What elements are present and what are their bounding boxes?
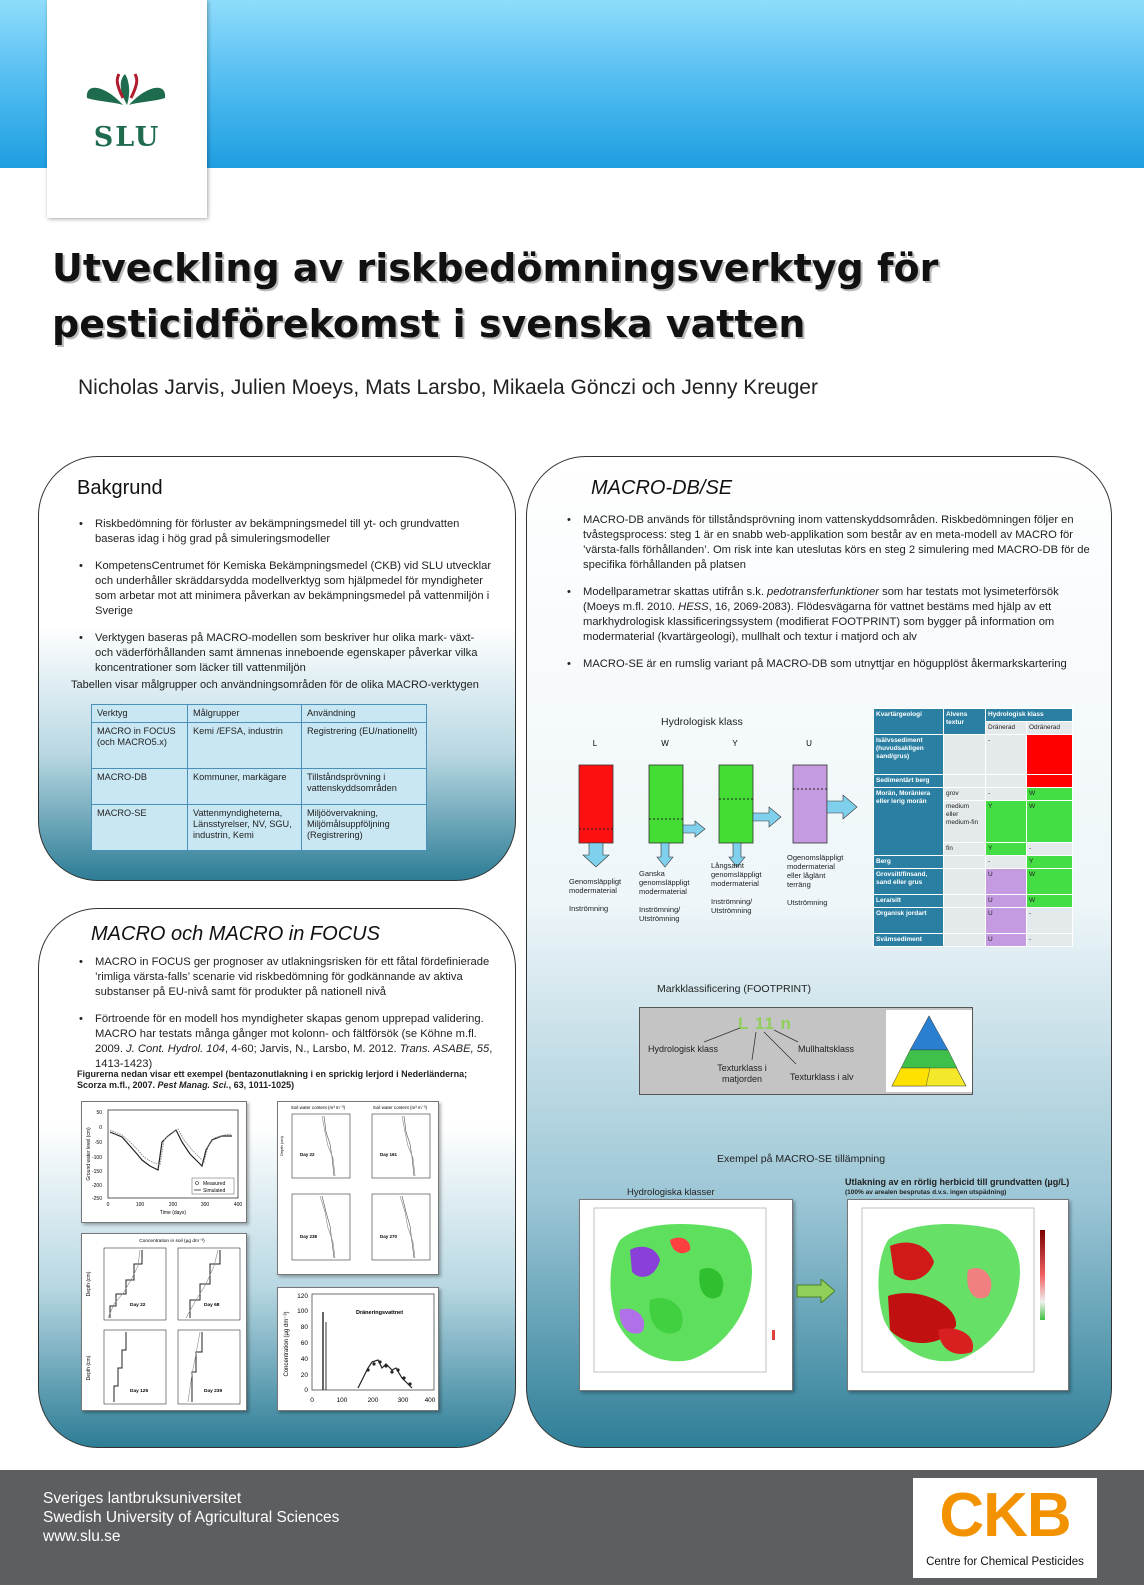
table-cell: Grovsilt/finsand, sand eller grus (874, 869, 944, 895)
table-cell: grov (944, 788, 986, 801)
y-tick-label: 0 (99, 1125, 102, 1131)
table-row (92, 723, 427, 769)
texture-triangle-icon (886, 1010, 972, 1092)
y-tick-label: 60 (300, 1340, 308, 1347)
table-cell: U (986, 934, 1027, 947)
table-cell (944, 856, 986, 869)
drainage-plot (278, 1288, 440, 1412)
x-tick-label: 400 (233, 1202, 243, 1208)
hydro-desc-y: Långsamt genomsläppligt modermaterial Inströmning/ Utströmning (711, 861, 762, 915)
tools-table (91, 704, 427, 851)
footprint-box (639, 1007, 973, 1095)
y-tick-label: 80 (300, 1324, 308, 1331)
x-tick-label: 0 (310, 1397, 314, 1404)
hydro-class-label: L (592, 739, 598, 748)
soil-concentration-figure (81, 1233, 247, 1411)
table-cell: W (1026, 788, 1072, 801)
y-axis-label: Depth (cm) (279, 1136, 284, 1156)
list-item (563, 585, 1093, 645)
table-cell: - (986, 856, 1027, 869)
table-cell: Lera/silt (874, 895, 944, 908)
macro-focus-heading: MACRO och MACRO in FOCUS (91, 923, 380, 945)
texture-triangle (886, 1010, 972, 1092)
plot-title: Concentration in soil (µg dm⁻³) (139, 1239, 205, 1244)
y-tick-label: -150 (91, 1169, 102, 1175)
y-tick-label: 50 (96, 1110, 102, 1116)
text: , 63, 1011-1025) (228, 1080, 295, 1090)
table-row (874, 895, 1073, 908)
slu-logo-text: SLU (93, 122, 161, 153)
y-axis-label: Depth (cm) (86, 1271, 92, 1297)
groundwater-plot (82, 1102, 248, 1224)
legend-simulated: Simulated (203, 1188, 226, 1194)
table-cell (944, 934, 986, 947)
table-cell: Miljöövervakning, Miljömålsuppföljning (Registrering) (302, 805, 427, 851)
hydro-class-label: Y (732, 739, 738, 748)
day-label: Day 22 (300, 1152, 315, 1157)
y-axis-label: Depth (cm) (86, 1355, 92, 1381)
map-arrow-icon (795, 1279, 835, 1303)
footer-line-1: Sveriges lantbruksuniversitet (43, 1490, 242, 1507)
table-header-cell: Odränerad (1026, 722, 1072, 735)
list-item: • MACRO in FOCUS ger prognoser av utlakningsrisken för ett fåtal fördefinierade ’rimliga värsta-falls’ scenarie vid riskbedömning för godkännande av aktiva substanser på EU-nivå samt för produkter på nationell nivå (75, 955, 499, 1000)
list-item: • MACRO-DB används för tillståndsprövning inom vattenskyddsområden. Riskbedömningen följer en tvåstegsprocess: steg 1 är en snabb web-applikation som består av en meta-modell av MACRO för ’värsta-falls förhållanden’. Om risk inte kan uteslutas körs en steg 2 simulering med MACRO-DB för de specifika förhållanden på platsen (563, 513, 1093, 573)
groundwater-figure (81, 1101, 247, 1223)
text: HESS (678, 601, 709, 613)
table-cell: Y (1026, 856, 1072, 869)
table-cell: U (986, 908, 1027, 934)
ckb-logo (913, 1478, 1097, 1578)
footprint-label-matjord: Texturklass i matjorden (717, 1063, 767, 1084)
y-axis-label: Concentration (µg dm⁻³) (284, 1311, 290, 1377)
macro-focus-bullets (75, 955, 499, 1084)
footer-link[interactable]: www.slu.se (43, 1528, 121, 1545)
list-item: • KompetensCentrumet för Kemiska Bekämpningsmedel (CKB) vid SLU utvecklar och underhåller skräddarsydda modellverktyg som hjälpmedel för myndigheter som arbetar mot att minimera påverkan av bekämpningsmedel på vattenmiljön i Sverige (75, 559, 495, 619)
text: Figurerna nedan visar ett exempel (bentazonutlakning i en sprickig lerjord i Nederländerna; Scorza m.fl., 2007. (77, 1069, 468, 1090)
list-item: • Riskbedömning för förluster av bekämpningsmedel till yt- och grundvatten baseras idag i hög grad på simuleringsmodeller (75, 517, 495, 547)
table-cell (944, 908, 986, 934)
table-header-cell: Målgrupper (188, 705, 302, 723)
hydro-desc-l: Genomsläppligt modermaterial Inströmning (569, 877, 622, 913)
y-tick-label: -250 (91, 1196, 102, 1202)
macro-db-heading: MACRO-DB/SE (591, 477, 733, 499)
table-cell: Sedimentärt berg (874, 775, 944, 788)
slu-leaf-icon (47, 0, 207, 120)
figure-caption (77, 1069, 497, 1091)
hydro-map (579, 1199, 793, 1391)
drainage-figure (277, 1287, 439, 1411)
x-tick-label: 200 (367, 1397, 379, 1404)
table-cell: - (1026, 908, 1072, 934)
title-line-2: pesticidförekomst i svenska vatten (52, 302, 806, 346)
hydro-desc-u: Ogenomsläppligt modermaterial eller låglänt terräng Utströmning (787, 853, 844, 907)
table-cell: Y (986, 843, 1027, 856)
table-cell: U (986, 895, 1027, 908)
text: , 1413-1423) (95, 1043, 493, 1070)
day-label: Day 239 (204, 1389, 223, 1394)
table-header-row (92, 705, 427, 723)
x-tick-label: 300 (397, 1397, 409, 1404)
table-cell: Kommuner, markägare (188, 769, 302, 805)
table-row (874, 869, 1073, 895)
footprint-code: L 11 n (738, 1014, 792, 1033)
table-cell: - (986, 788, 1027, 801)
color-scale (1040, 1230, 1045, 1320)
table-header-row (874, 709, 1073, 722)
table-row (874, 788, 1073, 801)
table-row (874, 908, 1073, 934)
table-cell: U (986, 869, 1027, 895)
bakgrund-panel (38, 456, 516, 881)
slu-logo (47, 0, 207, 218)
list-item: • Verktygen baseras på MACRO-modellen som beskriver hur olika mark- växt- och väderförhållanden samt ämnenas inneboende egenskaper påverkar vilka koncentrationer som läcker till vattenmiljön (75, 631, 495, 676)
map1-title: Hydrologiska klasser (627, 1187, 715, 1198)
table-cell: Kemi /EFSA, industrin (188, 723, 302, 769)
text: Trans. ASABE, 55 (399, 1043, 490, 1055)
ckb-logo-text: CKB (939, 1481, 1071, 1550)
footprint-label-mull: Mullhaltsklass (798, 1044, 855, 1054)
table-header-cell: Kvartärgeologi (874, 709, 944, 735)
macro-db-panel (526, 456, 1112, 1448)
title-line-1: Utveckling av riskbedömningsverktyg för (52, 246, 939, 290)
table-cell: Isälvssediment (huvudsakligen sand/grus) (874, 735, 944, 775)
text: Pest Manag. Sci. (157, 1080, 229, 1090)
table-row (92, 805, 427, 851)
table-cell: W (1026, 895, 1072, 908)
table-cell: Tillståndsprövning i vattenskyddsområden (302, 769, 427, 805)
day-label: Day 68 (204, 1303, 220, 1308)
hydro-class-label: U (806, 739, 812, 748)
day-label: Day 22 (130, 1303, 146, 1308)
x-axis-label: Time (days) (159, 1210, 187, 1216)
text: , 16, 2069-2083). Flödesvägarna för vattnet bestäms med hjälp av ett markhydrologisk klassificeringssystem (modifierat FOOTPRINT) som bygger på information om modermaterial (kvartärgeologi), mullhalt och textur i matjord och alv (583, 601, 1055, 643)
table-cell: - (986, 735, 1027, 775)
y-tick-label: 20 (300, 1372, 308, 1379)
table-cell: MACRO in FOCUS (och MACRO5.x) (92, 723, 188, 769)
table-cell: fin (944, 843, 986, 856)
map2-title: Utlakning av en rörlig herbicid till grundvatten (µg/L) (845, 1177, 1070, 1187)
table-cell: Registrering (EU/nationellt) (302, 723, 427, 769)
table-row (874, 775, 1073, 788)
table-caption: Tabellen visar målgrupper och användningsområden för de olika MACRO-verktygen (71, 679, 479, 691)
footprint-label-alv: Texturklass i alv (790, 1072, 854, 1082)
table-cell (1026, 775, 1072, 788)
hydro-map-image (580, 1200, 794, 1392)
map2-subtitle: (100% av arealen besprutas d.v.s. ingen utspädning) (845, 1189, 1007, 1196)
y-tick-label: 40 (300, 1356, 308, 1363)
table-cell: Svämsediment (874, 934, 944, 947)
table-cell: Berg (874, 856, 944, 869)
list-item (75, 1012, 499, 1072)
y-axis-label: Ground water level (cm) (86, 1127, 92, 1181)
table-cell: MACRO-DB (92, 769, 188, 805)
y-tick-label: -100 (91, 1155, 102, 1161)
legend-measured: Measured (203, 1181, 226, 1187)
table-header-cell: Dränerad (986, 722, 1027, 735)
footprint-title: Markklassificering (FOOTPRINT) (657, 983, 812, 995)
table-row (874, 856, 1073, 869)
table-cell: W (1026, 869, 1072, 895)
day-label: Day 238 (300, 1234, 318, 1239)
hydro-desc-w: Ganska genomsläppligt modermaterial Inströmning/ Utströmning (639, 869, 690, 923)
hydro-class-table (873, 708, 1073, 947)
soil-concentration-plot (82, 1234, 248, 1412)
text: , 4-60; Jarvis, N., Larsbo, M. 2012. (224, 1043, 400, 1055)
table-cell: Organisk jordart (874, 908, 944, 934)
list-item: • MACRO-SE är en rumslig variant på MACRO-DB som utnyttjar en högupplöst åkermarkskartering (563, 657, 1093, 672)
table-cell (986, 775, 1027, 788)
table-row (874, 735, 1073, 775)
table-cell: - (1026, 934, 1072, 947)
table-cell: medium eller medium-fin (944, 801, 986, 843)
table-cell (944, 869, 986, 895)
table-cell: - (1026, 843, 1072, 856)
text: J. Cont. Hydrol. 104 (126, 1043, 225, 1055)
x-tick-label: 300 (200, 1202, 210, 1208)
soil-water-plot (278, 1102, 440, 1276)
example-title: Exempel på MACRO-SE tillämpning (717, 1153, 886, 1165)
y-tick-label: -50 (94, 1140, 102, 1146)
y-tick-label: 120 (297, 1293, 308, 1300)
table-row (92, 769, 427, 805)
table-cell (944, 735, 986, 775)
footprint-label-hydro: Hydrologisk klass (648, 1044, 719, 1054)
hydro-class-label: W (661, 739, 669, 748)
macro-db-bullets (563, 513, 1093, 684)
macro-focus-panel (38, 908, 516, 1448)
day-label: Day 161 (380, 1152, 398, 1157)
text: som har testats mot lysimeterförsök (Moeys m.fl. 2010. (583, 586, 1059, 613)
table-row (874, 934, 1073, 947)
y-tick-label: 100 (297, 1308, 308, 1315)
text: Modellparametrar skattas utifrån s.k. (583, 586, 768, 598)
x-tick-label: 200 (168, 1202, 178, 1208)
text: pedotransferfunktioner (767, 586, 879, 598)
leaching-map (847, 1199, 1069, 1391)
table-header-cell: Verktyg (92, 705, 188, 723)
authors: Nicholas Jarvis, Julien Moeys, Mats Larsbo, Mikaela Gönczi och Jenny Kreuger (78, 376, 818, 399)
table-header-cell: Användning (302, 705, 427, 723)
bakgrund-bullets (75, 517, 495, 688)
table-cell: Vattenmyndigheterna, Länsstyrelser, NV, SGU, industrin, Kemi (188, 805, 302, 851)
table-cell (944, 895, 986, 908)
plot-title: Soil water content (m³ m⁻³) (372, 1105, 428, 1110)
plot-label: Dräneringsvattnet (356, 1310, 404, 1316)
y-tick-label: -200 (91, 1183, 102, 1189)
x-tick-label: 100 (336, 1397, 348, 1404)
table-cell: MACRO-SE (92, 805, 188, 851)
table-cell: W (1026, 801, 1072, 843)
text: Förtroende för en modell hos myndigheter skapas genom upprepad validering. MACRO har testats många gånger mot kolonn- och fältförsök (se Köhne m.fl. 2009. (95, 1013, 484, 1055)
bakgrund-heading: Bakgrund (77, 477, 163, 499)
table-cell: Y (986, 801, 1027, 843)
page-title (52, 240, 1112, 352)
y-tick-label: 0 (304, 1387, 308, 1394)
plot-title: Soil water content (m³ m⁻³) (290, 1105, 346, 1110)
x-tick-label: 0 (106, 1202, 110, 1208)
footer-line-2: Swedish University of Agricultural Sciences (43, 1509, 340, 1526)
table-cell (944, 775, 986, 788)
leaching-map-image (848, 1200, 1070, 1392)
table-cell (1026, 735, 1072, 775)
ckb-logo-subtitle: Centre for Chemical Pesticides (926, 1556, 1084, 1568)
hydro-title: Hydrologisk klass (661, 716, 743, 728)
x-tick-label: 400 (424, 1397, 436, 1404)
x-tick-label: 100 (135, 1202, 145, 1208)
table-cell: Morän, Moräniera eller lerig morän (874, 788, 944, 856)
day-label: Day 270 (380, 1234, 398, 1239)
table-header-cell: Hydrologisk klass (986, 709, 1073, 722)
table-header-cell: Alvens textur (944, 709, 986, 735)
day-label: Day 125 (130, 1389, 149, 1394)
soil-water-figure (277, 1101, 439, 1275)
